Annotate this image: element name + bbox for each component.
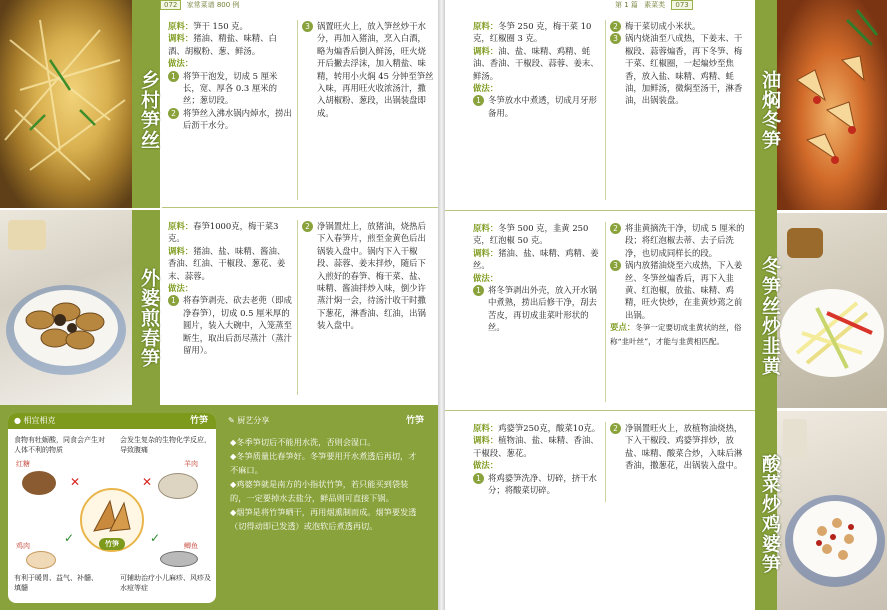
tip-item-1: ◆冬季笋切后不能用水洗，否则会湿口。 <box>230 437 376 447</box>
section-label: 素菜类 <box>644 1 666 9</box>
dish2-ingredients: 春笋1000克，梅干菜3克。 <box>168 221 279 244</box>
center-label: 竹笋 <box>99 538 125 550</box>
dish-photo-fried-spring-shoots <box>0 210 132 405</box>
dish-title-2: 外婆煎春笋 <box>138 268 160 368</box>
dish2-step-1: 1 将春笋剥壳、砍去老蔸（即成净春笋），切成 0.5 厘米厚的圆片，装入大碗中，入笼蒸至断生，取出后沥尽蒸汁（蒸汁留用）。 <box>168 294 293 356</box>
dish1-step-1: 1 将笋干泡发，切成 5 厘米长，宽、厚各 0.3 厘米的丝；葱切段。 <box>168 70 293 107</box>
right-dish1-seasoning: 油、盐、味精、鸡精、蚝油、香油、干椒段、蒜蓉、姜末、鲜汤。 <box>473 45 599 81</box>
dish2-step-2: 2 净锅置灶上，放猪油，烧热后下入春笋片，煎至金黄色后出锅装入盘中。锅内下入干椒段、蒜蓉、姜末拌炒，随后下入煎好的春笋、梅干菜、盐、味精、酱油拌炒入味，倒少许蒸汁焖一会，待汤汁收干时撒下葱花，淋香油、红油，出锅装入盘中。 <box>302 220 434 332</box>
compatibility-card <box>8 413 216 603</box>
incompatible-icon-right: ✕ <box>142 475 153 489</box>
bamboo-shoot-icon <box>88 497 136 537</box>
label-mutton: 羊肉 <box>184 460 198 468</box>
right-dish1-ingredients: 冬笋 250 克，梅干菜 10 克，红椒圈 3 克。 <box>473 21 592 44</box>
tip-item-2: ◆冬笋质量比春笋好。冬笋要用开水煮透后再切，才不麻口。 <box>230 451 417 475</box>
dish-photo-sour-veg-shoots <box>777 411 887 610</box>
page-number: 072 <box>160 0 181 10</box>
compatible-icon-right: ✓ <box>150 531 161 545</box>
right-dish2-ingredients: 冬笋 500 克，韭黄 250 克，红泡椒 50 克。 <box>473 223 589 246</box>
right-dish2-step-2: 2 将韭黄摘洗干净，切成 5 厘米的段；将红泡椒去蒂、去子后洗净，也切成同样长的段。 <box>610 222 748 259</box>
right-dish1-steps-col <box>610 20 748 107</box>
braised-shoots-illustration <box>777 0 887 210</box>
right-dish3-seasoning: 植物油、盐、味精、香油、干椒段、葱花。 <box>473 435 599 458</box>
tip-item-4: ◆烟笋是将竹笋晒干，再用烟熏制而成。烟笋要发透（切得动即已发透）或泡软后煮透再切。 <box>230 507 417 531</box>
right-dish3-step-2: 2 净锅置旺火上，放植物油烧热，下入干椒段、鸡婆笋拌炒，放盐、味精、酸菜合炒，入味后淋香油，撒葱花，出锅装入盘中。 <box>610 422 748 472</box>
dish1-steps-col <box>302 20 434 119</box>
book-gutter <box>438 0 445 610</box>
book-title: 家常菜谱 800 例 <box>186 1 240 9</box>
cooking-tips-heading: ✎ 厨艺分享 竹笋 <box>228 416 424 426</box>
right-dish1-step-3: 3 锅内烧油至八成热，下姜末、干椒段、蒜蓉煸香，再下冬笋、梅干菜、红椒圈，一起煸炒至焦香，放入盐、味精、鸡精、蚝油，加鲜汤，微焖至汤干，淋香油，出锅装盘。 <box>610 32 748 106</box>
dish-photo-braised-winter-shoots <box>777 0 887 210</box>
note-bottom-right: 可辅助治疗小儿麻疹、风疹及水痘等症 <box>120 574 211 592</box>
note-top-left: 食物有牡蛎酸，同食会产生对人体不利的物质 <box>14 436 105 454</box>
right-dish-title-2: 冬笋丝炒韭黄 <box>759 256 781 376</box>
dish1-ingredients: 笋干 150 克。 <box>193 21 248 31</box>
cooking-tips-card <box>222 413 432 603</box>
dish1-seasoning: 猪油、精盐、味精、白酒、胡椒粉、葱、鲜汤。 <box>168 33 277 56</box>
dish-title-1: 乡村笋丝 <box>138 70 160 150</box>
left-page <box>0 0 438 610</box>
compatibility-heading: ● 相宜相克 竹笋 <box>8 413 216 429</box>
right-dish2-step-1: 1 将冬笋剥出外壳，放入开水锅中煮熟，捞出后修干净，刮去苦皮，再切成韭菜叶形状的丝。 <box>473 284 601 334</box>
dish1-step-3: 3 锅置旺火上，放入笋丝炒干水分，再加入猪油，烹入白酒，略为煸香后倒入鲜汤，旺火烧开后撇去浮沫，加入精盐、味精，转用小火焖 45 分钟至笋丝入味，再用旺火收浓汤汁，撒入胡椒粉、葱段，出锅装盘即成。 <box>302 20 434 119</box>
tips-panel <box>0 405 438 610</box>
bamboo-shreds-illustration <box>0 0 132 208</box>
dish2-info-col: 原料：春笋1000克，梅干菜3克。 调料：猪油、盐、味精、酱油、香油、红油、干椒段、葱花、姜末、蒜蓉。 做法： 1 将春笋剥壳、砍去老蔸（即成净春笋），切成 0.5 厘米厚的圆片，装入大碗中，入笼蒸至断生，取出后沥尽蒸汁（蒸汁留用）。 <box>168 221 292 356</box>
ingredients-label: 原料： <box>168 21 194 31</box>
right-dish1-step-2: 2 梅干菜切成小米状。 <box>610 20 748 32</box>
sour-veg-shoots-illustration <box>777 411 887 610</box>
right-dish3-step-1: 1 将鸡婆笋洗净、切碎，挤干水分；将酸菜切碎。 <box>473 472 601 497</box>
incompatible-icon-left: ✕ <box>70 475 81 489</box>
dish-photo-bamboo-shreds <box>0 0 132 208</box>
fried-shoots-illustration <box>0 210 132 405</box>
right-dish1-step-1: 1 冬笋放水中煮透，切成月牙形备用。 <box>473 94 601 119</box>
shoots-chives-illustration <box>777 213 887 408</box>
compatible-icon-left: ✓ <box>64 531 75 545</box>
spoon-icon: ✎ <box>228 416 235 425</box>
left-page-header <box>160 0 239 10</box>
dish2-steps-col <box>302 220 434 332</box>
fish-icon <box>160 551 198 567</box>
chicken-icon <box>26 551 56 569</box>
right-page <box>445 0 887 610</box>
right-dish3-ingredients: 鸡婆笋250克，酸菜10克。 <box>498 423 601 433</box>
dish-photo-shoots-with-chives <box>777 213 887 408</box>
mutton-icon <box>158 473 198 499</box>
right-dish1-info-col: 原料：冬笋 250 克，梅干菜 10 克，红椒圈 3 克。 调料：油、盐、味精、鸡精、蚝油、香油、干椒段、蒜蓉、姜末、鲜汤。 做法： 1 冬笋放水中煮透，切成月牙形备用。 <box>473 20 601 119</box>
right-dish2-info-col: 原料：冬笋 500 克，韭黄 250 克，红泡椒 50 克。 调料：猪油、盐、味精、鸡精、姜丝。 做法： 1 将冬笋剥出外壳，放入开水锅中煮熟，捞出后修干净，刮去苦皮，再切成韭菜叶形状的丝。 <box>473 222 601 334</box>
left-photo-band <box>0 0 160 405</box>
key-point: 要点：冬笋一定要切成韭黄状的丝，俗称“韭叶丝”，才能与韭黄相匹配。 <box>610 322 742 346</box>
right-dish2-seasoning: 猪油、盐、味精、鸡精、姜丝。 <box>473 247 599 271</box>
cooking-tips-list <box>222 429 432 539</box>
leaf-icon: ● <box>14 416 21 425</box>
right-photo-band <box>755 0 887 610</box>
note-top-right: 会发生复杂的生物化学反应，导致腹痛 <box>120 436 211 454</box>
right-dish3-steps-col <box>610 422 748 472</box>
label-chicken: 鸡肉 <box>16 542 30 550</box>
right-dish2-step-3: 3 锅内放猪油烧至六成热，下入姜丝、冬笋丝煸香后，再下入韭黄、红泡椒，放盐、味精、鸡精，旺火快炒，在韭黄炒蔫之前出锅。 <box>610 259 748 321</box>
right-dish2-steps-col <box>610 222 748 348</box>
right-page-header <box>615 0 693 10</box>
dish1-info-col <box>168 20 293 132</box>
label-crucian: 鲫鱼 <box>184 542 198 550</box>
chapter-label: 第 1 篇 <box>615 1 638 9</box>
right-dish-title-1: 油焖冬笋 <box>759 70 781 150</box>
page-number: 073 <box>671 0 692 10</box>
dish2-seasoning: 猪油、盐、味精、酱油、香油、红油、干椒段、葱花、姜末、蒜蓉。 <box>168 245 286 281</box>
note-bottom-left: 有利于暖胃、益气、补髓、填髓 <box>14 574 98 592</box>
right-dish3-info-col: 原料：鸡婆笋250克，酸菜10克。 调料：植物油、盐、味精、香油、干椒段、葱花。 做法： 1 将鸡婆笋洗净、切碎，挤干水分；将酸菜切碎。 <box>473 423 601 496</box>
right-dish-title-3: 酸菜炒鸡婆笋 <box>759 454 781 574</box>
method-label: 做法： <box>168 58 194 69</box>
label-red-sugar: 红糖 <box>16 460 30 468</box>
dish1-step-2: 2 将笋丝入沸水锅内焯水，捞出后沥干水分。 <box>168 107 293 132</box>
tip-item-3: ◆鸡婆笋就是南方的小指状竹笋，若只能买到袋装的，一定要掉水去盐分，鲜品则可直接下锅。 <box>230 479 409 503</box>
red-sugar-icon <box>22 471 56 495</box>
seasoning-label: 调料： <box>168 33 194 44</box>
